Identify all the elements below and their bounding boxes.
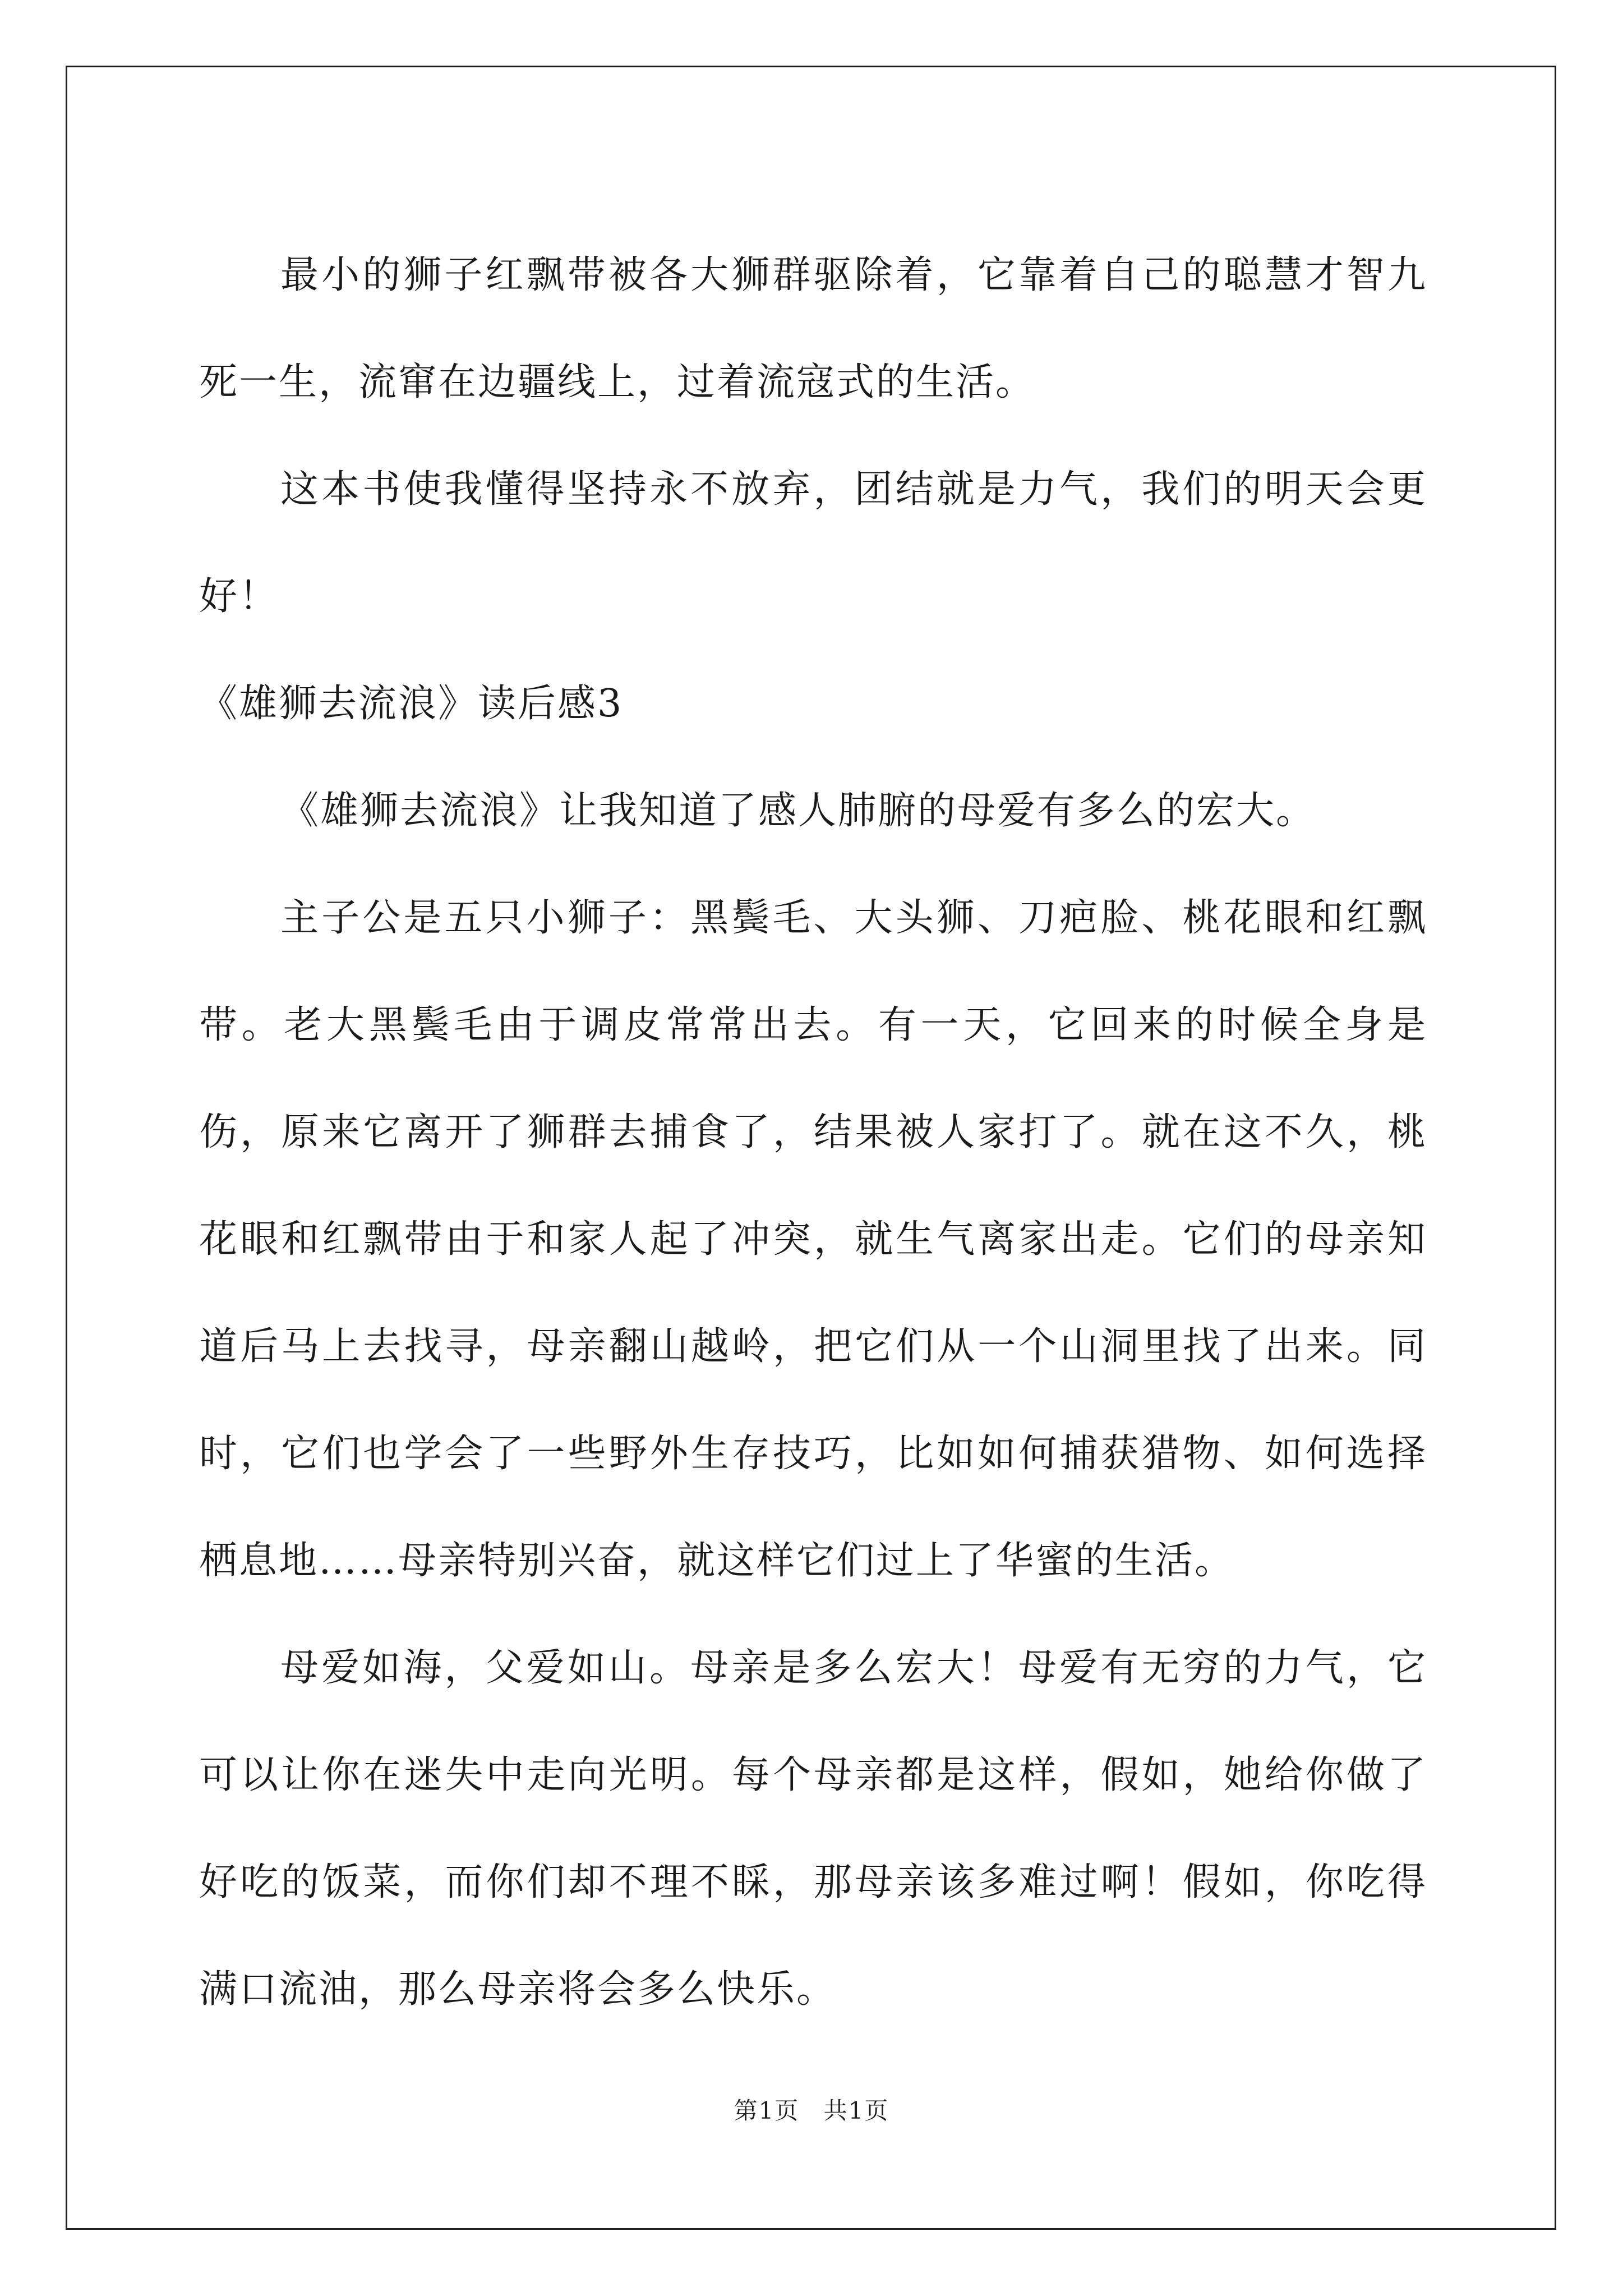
paragraph-4: 主子公是五只小狮子：黑鬓毛、大头狮、刀疤脸、桃花眼和红飘带。老大黑鬓毛由于调皮常常出去。有一天，它回来的时候全身是伤，原来它离开了狮群去捕食了，结果被人家打了。就在这不久，桃花眼和红飘带由于和家人起了冲突，就生气离家出走。它们的母亲知道后马上去找寻，母亲翻山越岭，把它们从一个山洞里找了出来。同时，它们也学会了一些野外生存技巧，比如如何捕获猎物、如何选择栖息地……母亲特别兴奋，就这样它们过上了华蜜的生活。 [199,896,1427,1583]
page-footer [0,2092,1623,2126]
paragraph-2: 这本书使我懂得坚持永不放弃，团结就是力气，我们的明天会更好！ [199,467,1427,619]
document-body [199,222,1427,2043]
page-number: 第1页 [734,2097,800,2124]
paragraph-5: 母爱如海，父爱如山。母亲是多么宏大！母爱有无穷的力气，它可以让你在迷失中走向光明。每个母亲都是这样，假如，她给你做了好吃的饭菜，而你们却不理不睬，那母亲该多难过啊！假如，你吃得满口流油，那么母亲将会多么快乐。 [199,1646,1427,2012]
section-heading: 《雄狮去流浪》读后感3 [199,682,624,726]
paragraph-3: 《雄狮去流浪》让我知道了感人肺腑的母爱有多么的宏大。 [280,789,1316,833]
page-total: 共1页 [823,2097,889,2124]
paragraph-1: 最小的狮子红飘带被各大狮群驱除着，它靠着自己的聪慧才智九死一生，流窜在边疆线上，过着流寇式的生活。 [199,253,1427,404]
